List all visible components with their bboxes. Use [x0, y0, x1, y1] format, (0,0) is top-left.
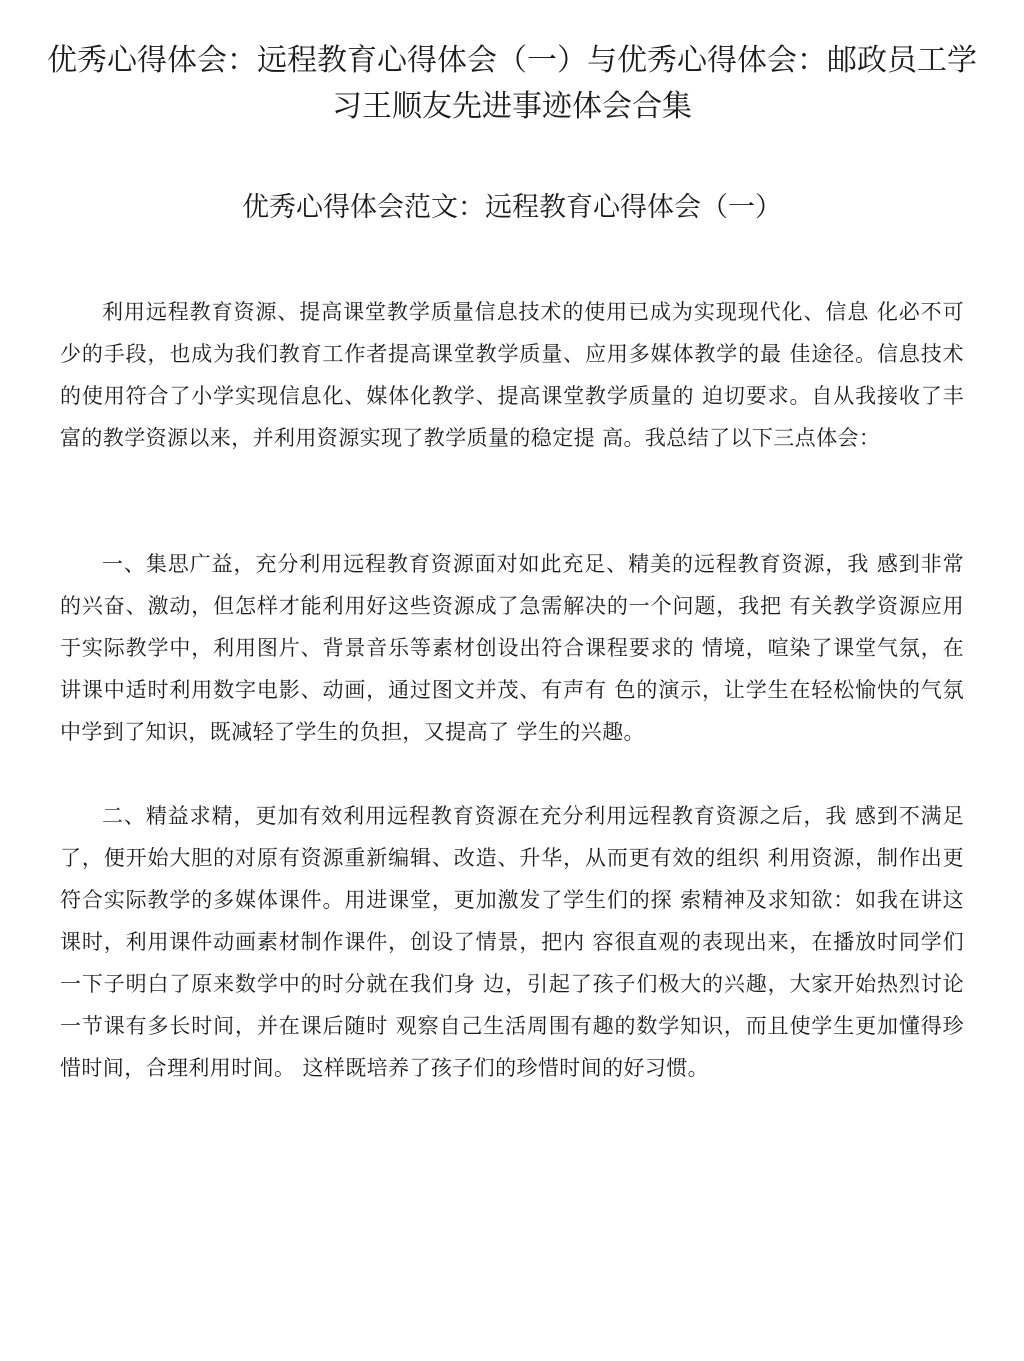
paragraph-point-one: 一、集思广益，充分利用远程教育资源面对如此充足、精美的远程教育资源，我 感到非常的兴奋、激动，但怎样才能利用好这些资源成了急需解决的一个问题，我把 有关教学资源应用于实际教学中，利用图片、背景音乐等素材创设出符合课程要求的 情境，喧染了课堂气氛，在讲课中适时利用数字电影、动画，通过图文并茂、有声有 色的演示，让学生在轻松愉快的气氛中学到了知识，既减轻了学生的负担，又提高了 学生的兴趣。	[60, 552, 964, 744]
section-title: 优秀心得体会范文：远程教育心得体会（一）	[242, 192, 782, 223]
paragraph-point-two: 二、精益求精，更加有效利用远程教育资源在充分利用远程教育资源之后，我 感到不满足了，便开始大胆的对原有资源重新编辑、改造、升华，从而更有效的组织 利用资源，制作出更符合实际教学的多媒体课件。用进课堂，更加激发了学生们的探 索精神及求知欲：如我在讲这课时，利用课件动画素材制作课件，创设了情景，把内 容很直观的表现出来，在播放时同学们一下子明白了原来数学中的时分就在我们身 边，引起了孩子们极大的兴趣，大家开始热烈讨论一节课有多长时间，并在课后随时 观察自己生活周围有趣的数学知识，而且使学生更加懂得珍惜时间，合理利用时间。 这样既培养了孩子们的珍惜时间的好习惯。	[60, 804, 964, 1080]
document-title: 优秀心得体会：远程教育心得体会（一）与优秀心得体会：邮政员工学习王顺友先进事迹体会合集	[47, 43, 977, 124]
paragraph-intro: 利用远程教育资源、提高课堂教学质量信息技术的使用已成为实现现代化、信息 化必不可少的手段，也成为我们教育工作者提高课堂教学质量、应用多媒体教学的最 佳途径。信息技术的使用符合了小学实现信息化、媒体化教学、提高课堂教学质量的 迫切要求。自从我接收了丰富的教学资源以来，并利用资源实现了教学质量的稳定提 高。我总结了以下三点体会：	[60, 300, 964, 450]
